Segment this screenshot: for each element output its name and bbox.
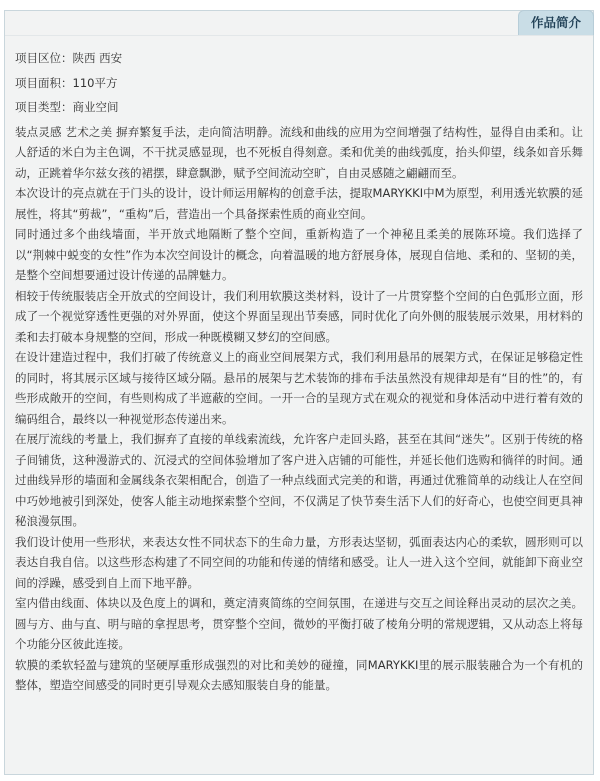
panel-header (5, 11, 593, 36)
description-body (15, 122, 583, 696)
project-location: 项目区位：陕西 西安 (15, 51, 123, 65)
description-paragraph: 同时通过多个曲线墙面，半开放式地隔断了整个空间，重新构造了一个神秘且柔美的展陈环境。我们选择了以“荆棘中蜕变的女性”作为本次空间设计的概念，向着温暖的地方舒展身体，展现自信地、柔和的、坚韧的美，是整个空间想要通过设计传递的品牌魅力。 (15, 227, 583, 282)
description-paragraph: 我们设计使用一些形状，来表达女性不同状态下的生命力量，方形表达坚韧，弧面表达内心的柔软，圆形则可以表达自我自信。以这些形态构建了不同空间的功能和传递的情绪和感受。让人一进入这个空间，就能卸下商业空间的浮躁，感受到自上而下地平静。 (15, 534, 583, 590)
intro-panel (4, 10, 594, 775)
intro-tab[interactable]: 作品简介 (518, 10, 594, 35)
description-paragraph: 相较于传统服装店全开放式的空间设计，我们利用软膜这类材料，设计了一片贯穿整个空间的白色弧形立面，形成了一个视觉穿透性更强的对外界面，使这个界面呈现出节奏感，同时优化了向外侧的服装展示效果，用材料的柔和去打破本身规整的空间，形成一种既模糊又梦幻的空间感。 (15, 288, 583, 344)
description-paragraph: 在展厅流线的考量上，我们摒弃了直接的单线索流线，允许客户走回头路，甚至在其间“迷失”。区别于传统的格子间铺货，这种漫游式的、沉浸式的空间体验增加了客户进入店铺的可能性，并延长他们选购和徜徉的时间。通过曲线异形的墙面和金属线条衣架相配合，创造了一种点线面式完美的和谐，再通过优雅简单的动线让人在空间中巧妙地被引到深处，使客人能主动地探索整个空间，不仅满足了快节奏生活下人们的好奇心，也使空间更具神秘浪漫氛围。 (15, 432, 583, 528)
project-meta (15, 46, 583, 120)
description-paragraph: 软膜的柔软轻盈与建筑的坚硬厚重形成强烈的对比和美妙的碰撞，同MARYKKI里的展示服装融合为一个有机的整体，塑造空间感受的同时更引导观众去感知服装自身的能量。 (15, 657, 583, 692)
description-paragraph: 在设计建造过程中，我们打破了传统意义上的商业空间展架方式，我们利用悬吊的展架方式，在保证足够稳定性的同时，将其展示区域与接待区域分隔。悬吊的展架与艺术装饰的排布手法虽然没有规律却是有“目的性”的，有些形成敞开的空间，有些则构成了半遮蔽的空间。一开一合的呈现方式在观众的视觉和身体活动中进行着有效的编码组合，最终以一种视觉形态传递出来。 (15, 350, 583, 426)
intro-content (5, 36, 593, 696)
project-area: 项目面积：110平方 (15, 75, 118, 90)
description-paragraph: 本次设计的亮点就在于门头的设计，设计师运用解构的创意手法，提取MARYKKI中M为原型，利用透光软膜的延展性，将其“剪裁”，“重构”后，营造出一个具备探索性质的商业空间。 (15, 186, 583, 221)
project-type: 项目类型：商业空间 (15, 100, 119, 114)
description-paragraph: 装点灵感 艺术之美 摒弃繁复手法，走向简洁明静。流线和曲线的应用为空间增强了结构性，显得自由柔和。让人舒适的米白为主色调，不干扰灵感显现，也不死板自得刻意。柔和优美的曲线弧度，抬头仰望，线条如音乐舞动，正跳着华尔兹女孩的裙摆，肆意飘渺，赋予空间流动空旷，自由灵感随之翩翩而至。 (15, 124, 583, 180)
description-paragraph: 室内借由线面、体块以及色度上的调和，奠定清爽简练的空间氛围，在递进与交互之间诠释出灵动的层次之美。圆与方、曲与直、明与暗的拿捏思考，贯穿整个空间，微妙的平衡打破了棱角分明的常规逻辑，又从动态上将每个功能分区彼此连接。 (15, 596, 583, 651)
